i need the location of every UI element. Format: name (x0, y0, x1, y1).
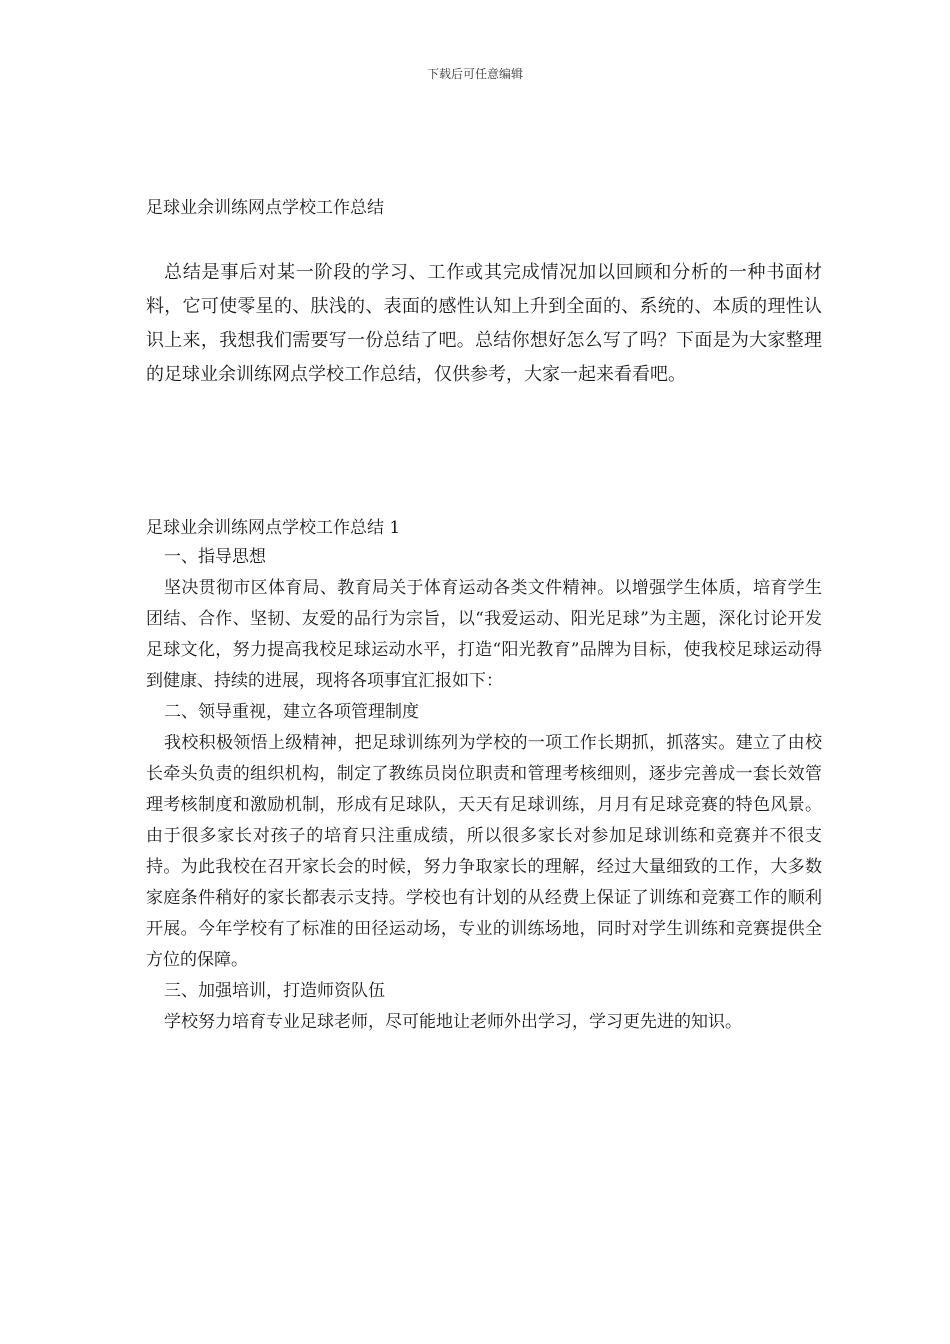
heading-guiding-ideology: 一、指导思想 (164, 547, 266, 567)
paragraph-leadership: 我校积极领悟上级精神，把足球训练列为学校的一项工作长期抓，抓落实。建立了由校长牵头负责的组织机构，制定了教练员岗位职责和管理考核细则，逐步完善成一套长效管理考核制度和激励机制，形成有足球队，天天有足球训练，月月有足球竞赛的特色风景。由于很多家长对孩子的培育只注重成绩，所以很多家长对参加足球训练和竞赛并不很支持。为此我校在召开家长会的时候，努力争取家长的理解，经过大量细致的工作，大多数家庭条件稍好的家长都表示支持。学校也有计划的从经费上保证了训练和竞赛工作的顺利开展。今年学校有了标准的田径运动场，专业的训练场地，同时对学生训练和竞赛提供全方位的保障。 (146, 733, 822, 970)
page-header-note: 下载后可任意编辑 (426, 67, 523, 81)
heading-training: 三、加强培训，打造师资队伍 (164, 981, 385, 1001)
paragraph-guiding-ideology: 坚决贯彻市区体育局、教育局关于体育运动各类文件精神。以增强学生体质，培育学生团结、合作、坚韧、友爱的品行为宗旨，以“我爱运动、阳光足球”为主题，深化讨论开发足球文化，努力提高我校足球运动水平，打造“阳光教育”品牌为目标，使我校足球运动得到健康、持续的进展，现将各项事宜汇报如下： (146, 578, 822, 691)
document-title: 足球业余训练网点学校工作总结 (146, 198, 384, 218)
heading-leadership: 二、领导重视，建立各项管理制度 (164, 702, 419, 722)
paragraph-training: 学校努力培育专业足球老师，尽可能地让老师外出学习，学习更先进的知识。 (164, 1012, 742, 1032)
section-title: 足球业余训练网点学校工作总结 1 (146, 518, 401, 538)
intro-paragraph: 总结是事后对某一阶段的学习、工作或其完成情况加以回顾和分析的一种书面材料，它可使零星的、肤浅的、表面的感性认知上升到全面的、系统的、本质的理性认识上来，我想我们需要写一份总结了吧。总结你想好怎么写了吗？下面是为大家整理的足球业余训练网点学校工作总结，仅供参考，大家一起来看看吧。 (146, 262, 822, 385)
section-1 (146, 514, 822, 1038)
